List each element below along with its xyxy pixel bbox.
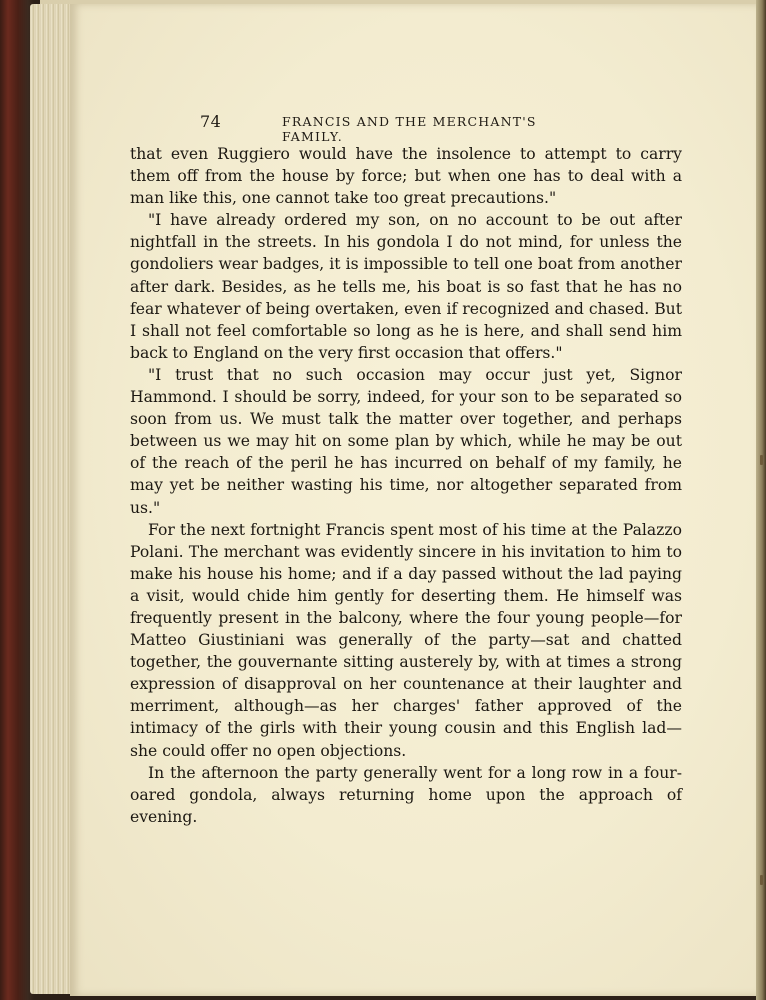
margin-mark [760, 455, 763, 465]
page-right-edge [756, 0, 766, 1000]
paragraph-5: In the afternoon the party generally went for a long row in a four-oared gondola, always returning home upon the approach of evening. [130, 763, 682, 826]
chapter-running-title: FRANCIS AND THE MERCHANT'S FAMILY. [282, 114, 537, 144]
paragraph-1: that even Ruggiero would have the insolence to attempt to carry them off from the house by force; but when one has to deal with a man like this, one cannot take too great precautions." [130, 145, 682, 208]
paragraph-4: For the next fortnight Francis spent most of his time at the Palazzo Polani. The merchant was evidently sincere in his invitation to him to make his house his home; and if a day passed without the lad paying a visit, would chide him gently for deserting them. He himself was frequently present in the balcony, where the four young people—for Matteo Giustiniani was generally of the party—sat and chatted together, the gouvernante sitting austerely by, with at times a strong expression of disapproval on her countenance at their laughter and merriment, although—as her charges' father approved of the intimacy of the girls with their young cousin and this English lad—she could offer no open objections. [130, 520, 682, 760]
margin-mark [760, 875, 763, 885]
body-text [130, 143, 682, 828]
page-number: 74 [200, 112, 222, 131]
running-head [130, 112, 600, 144]
paragraph-3: "I trust that no such occasion may occur just yet, Signor Hammond. I should be sorry, indeed, for your son to be separated so soon from us. We must talk the matter over together, and perhaps between us we may hit on some plan by which, while he may be out of the reach of the peril he has incurred on behalf of my family, he may yet be neither wasting his time, nor altogether separated from us." [130, 365, 682, 517]
paragraph-2: "I have already ordered my son, on no account to be out after nightfall in the streets. In his gondola I do not mind, for unless the gondoliers wear badges, it is impossible to tell one boat from another after dark. Besides, as he tells me, his boat is so fast that he has no fear whatever of being overtaken, even if recognized and chased. But I shall not feel comfortable so long as he is here, and shall send him back to England on the very first occasion that offers." [130, 211, 682, 362]
